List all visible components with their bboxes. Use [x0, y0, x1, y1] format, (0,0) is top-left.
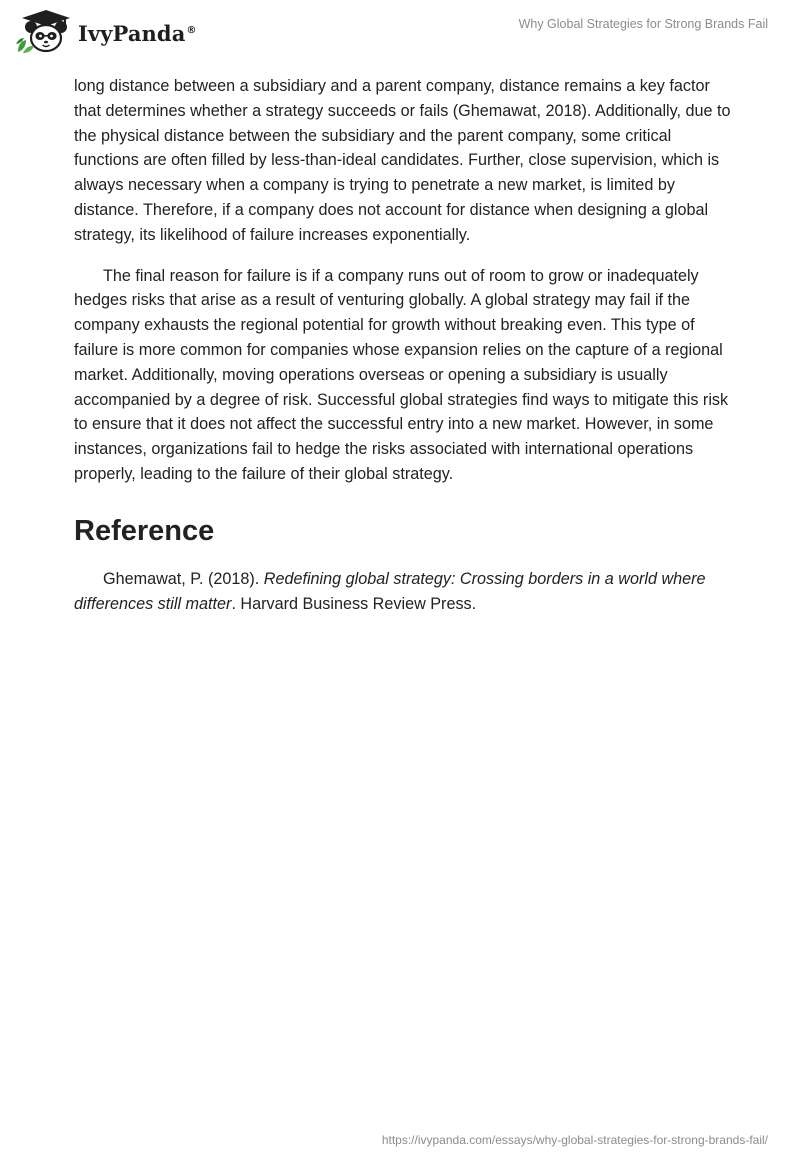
registered-mark: ® — [186, 24, 197, 36]
footer-url-link[interactable]: https://ivypanda.com/essays/why-global-strategies-for-strong-brands-fail/ — [381, 1133, 768, 1147]
reference-publisher: . Harvard Business Review Press. — [231, 594, 477, 613]
reference-heading: Reference — [74, 514, 215, 547]
body-paragraph-1: long distance between a subsidiary and a parent company, distance remains a key factor that determines whether a strategy succeeds or fails (Ghemawat, 2018). Additionally, due to the physical distance between the subsidiary and the parent company, some critical functions are often filled by less-than-ideal candidates. Further, close supervision, which is always necessary when a company is trying to penetrate a new market, is limited by distance. Therefore, if a company does not account for distance when designing a global strategy, its likelihood of failure increases exponentially. — [74, 77, 731, 244]
reference-author-year: Ghemawat, P. (2018). — [103, 569, 264, 588]
page-header — [0, 0, 800, 70]
logo-wordmark — [78, 21, 197, 46]
logo-text: IvyPanda — [78, 20, 186, 46]
reference-title: Redefining global strategy: Crossing borders in a world where differences still matter — [74, 569, 706, 613]
essay-content — [74, 74, 734, 616]
panda-graduate-icon — [14, 8, 74, 54]
ivypanda-logo[interactable] — [14, 8, 197, 54]
running-title: Why Global Strategies for Strong Brands Fail — [518, 17, 768, 31]
body-paragraph-2: The final reason for failure is if a company runs out of room to grow or inadequately hedges risks that arise as a result of venturing globally. A global strategy may fail if the company exhausts the regional potential for growth without breaking even. This type of failure is more common for companies whose expansion relies on the capture of a regional market. Additionally, moving operations overseas or opening a subsidiary is usually accompanied by a degree of risk. Successful global strategies find ways to mitigate this risk to ensure that it does not affect the successful entry into a new market. However, in some instances, organizations fail to hedge the risks associated with international operations properly, leading to the failure of their global strategy. — [74, 266, 729, 483]
reference-entry — [74, 567, 734, 617]
